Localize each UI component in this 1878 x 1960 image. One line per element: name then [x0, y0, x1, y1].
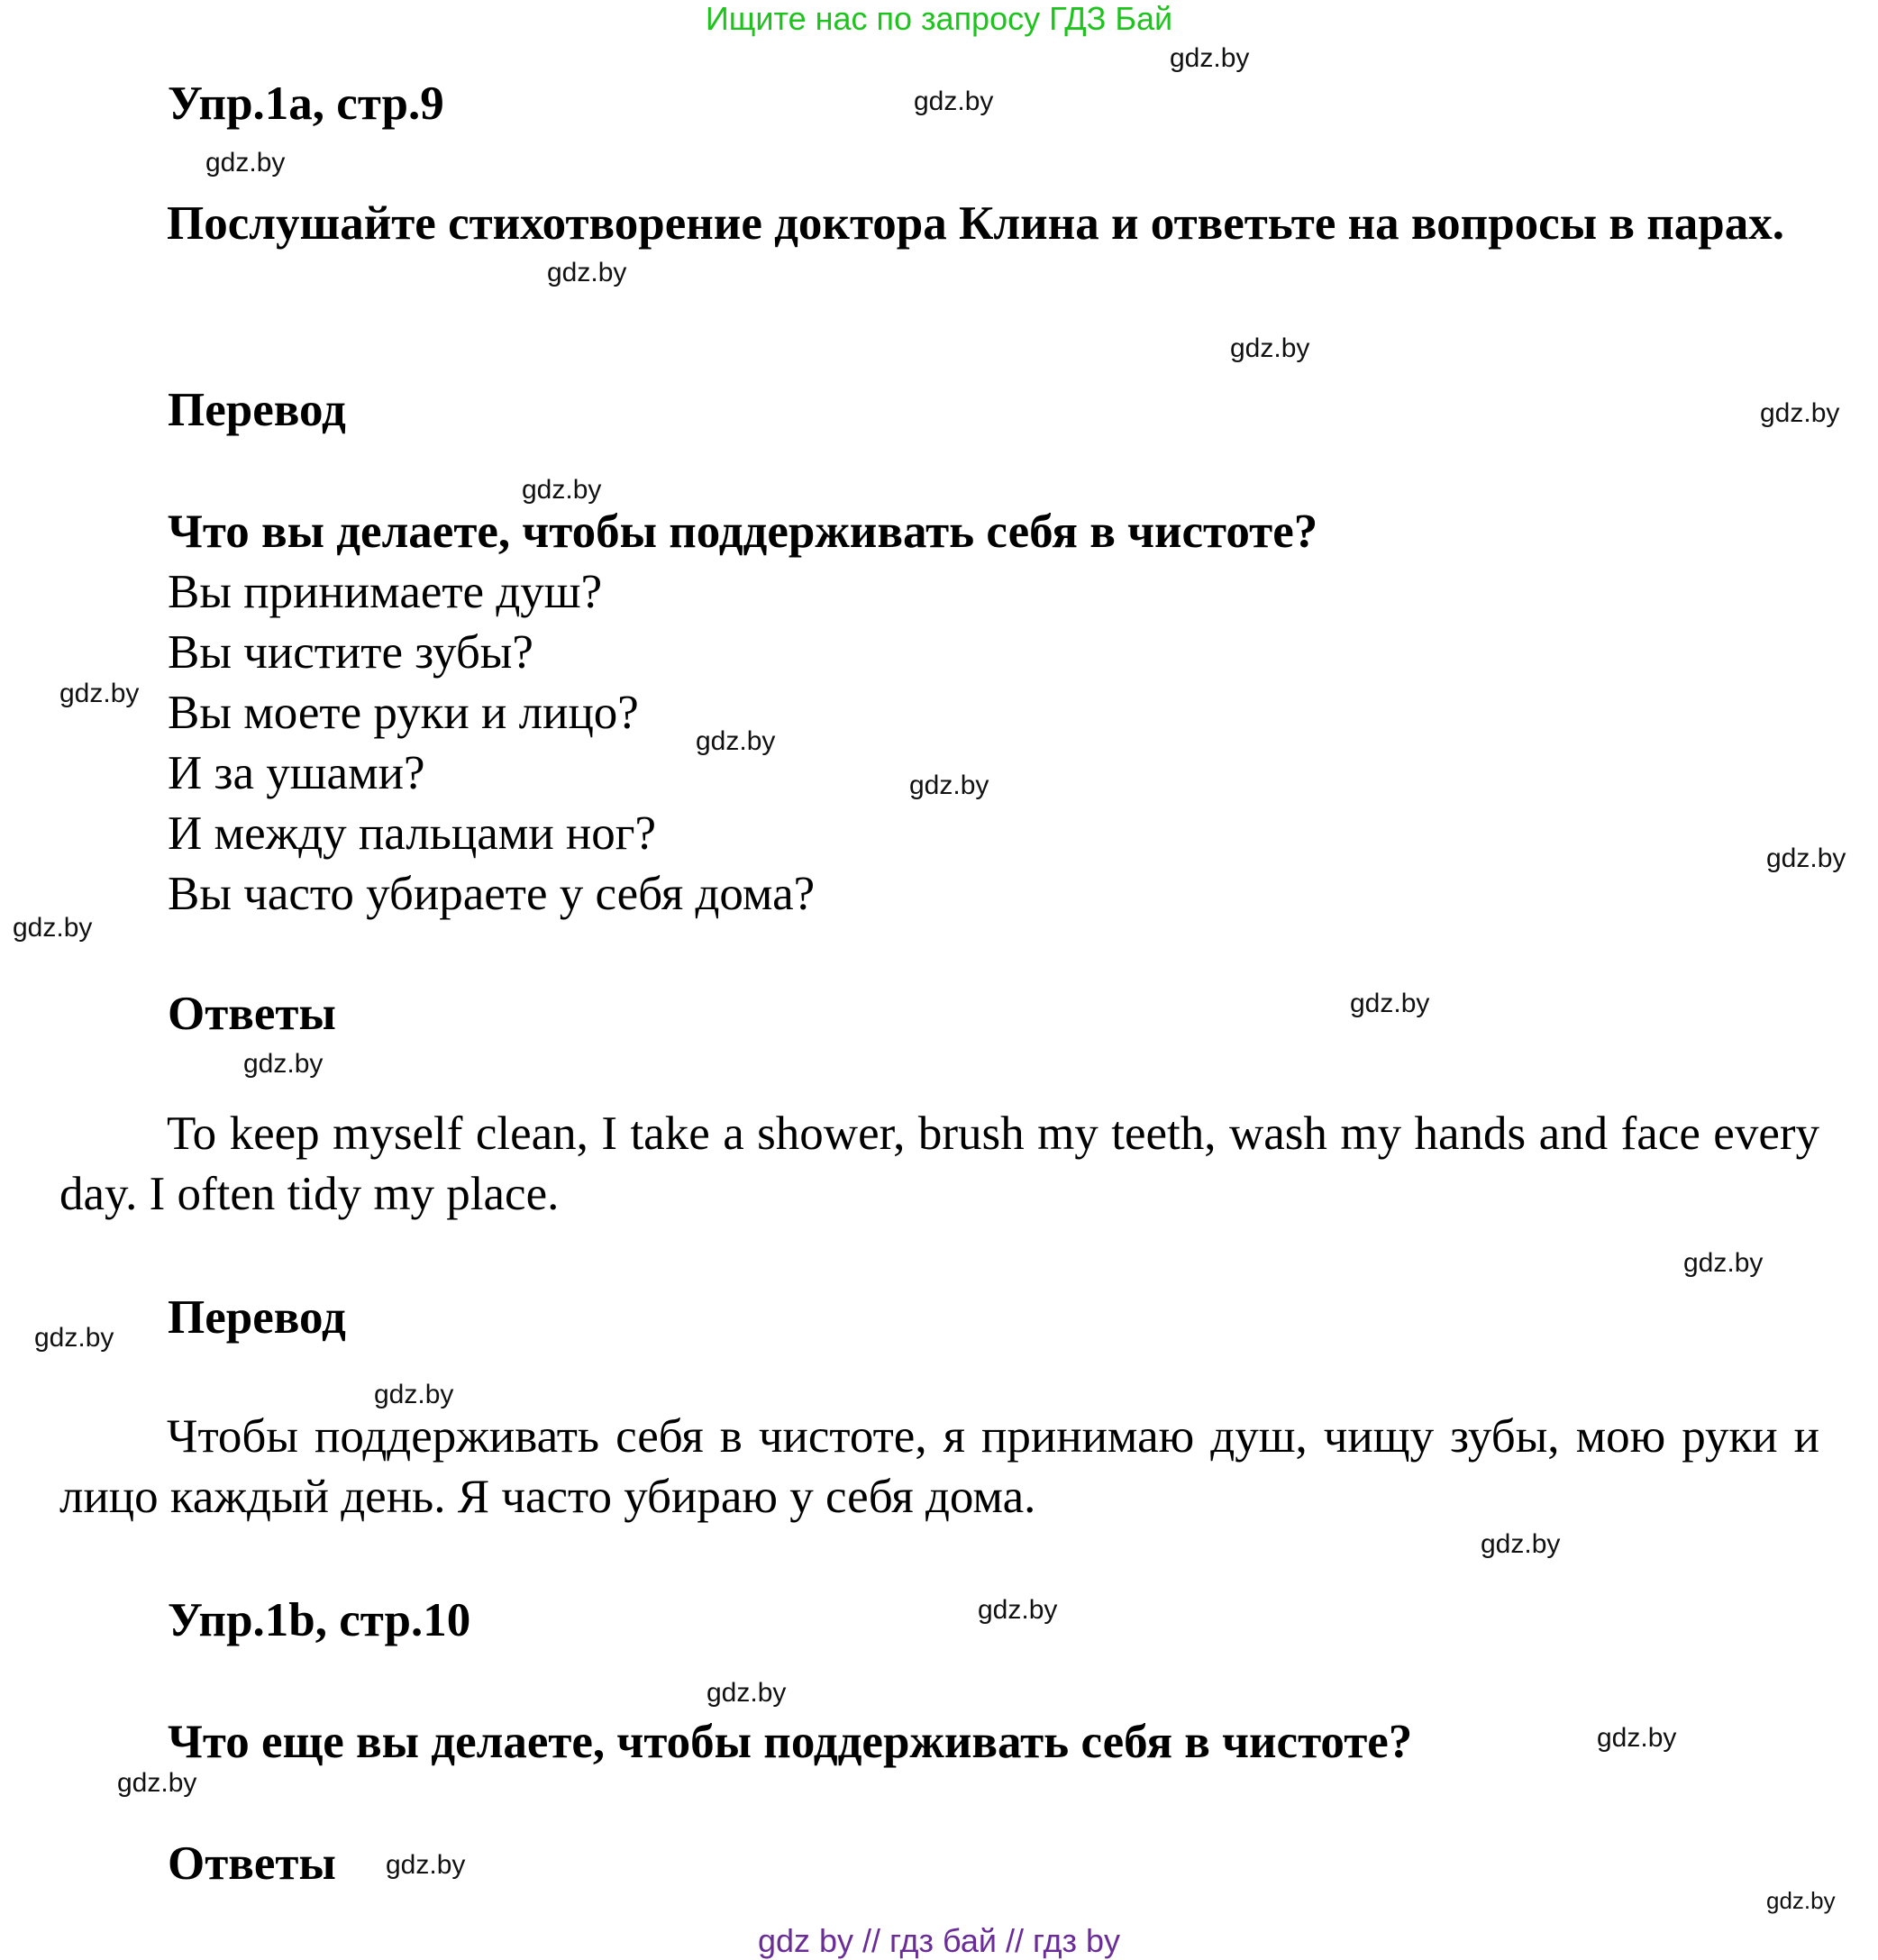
exercise-1a-task: Послушайте стихотворение доктора Клина и ответьте на вопросы в парах.	[167, 197, 1784, 250]
watermark: gdz.by	[696, 726, 776, 756]
poem-line: И за ушами?	[168, 747, 425, 799]
watermark: gdz.by	[547, 258, 627, 287]
exercise-1b-title: Упр.1b, стр.10	[168, 1594, 471, 1646]
answers-heading: Ответы	[168, 988, 336, 1040]
poem-line: Вы принимаете душ?	[168, 566, 603, 618]
footer-links: gdz by // гдз бай // гдз by	[757, 1922, 1121, 1959]
poem-title: Что вы делаете, чтобы поддерживать себя в чистоте?	[168, 506, 1318, 558]
watermark: gdz.by	[914, 87, 994, 116]
search-banner: Ищите нас по запросу ГДЗ Бай	[705, 0, 1173, 37]
exercise-1b-question: Что еще вы делаете, чтобы поддерживать себя в чистоте?	[168, 1716, 1413, 1768]
watermark: gdz.by	[1766, 1887, 1836, 1914]
watermark: gdz.by	[117, 1768, 197, 1798]
watermark: gdz.by	[34, 1323, 114, 1353]
poem-line: Вы часто убираете у себя дома?	[168, 868, 816, 920]
watermark: gdz.by	[1597, 1723, 1677, 1753]
watermark: gdz.by	[13, 913, 93, 943]
watermark: gdz.by	[59, 679, 140, 708]
watermark: gdz.by	[522, 475, 602, 505]
watermark: gdz.by	[386, 1850, 466, 1880]
translation-paragraph: Чтобы поддерживать себя в чистоте, я принимаю душ, чищу зубы, мою руки и лицо каждый день. Я часто убираю у себя дома.	[59, 1410, 1819, 1523]
watermark: gdz.by	[978, 1595, 1058, 1625]
watermark: gdz.by	[1766, 843, 1846, 873]
exercise-1a-title: Упр.1a, стр.9	[168, 77, 444, 130]
translation-heading: Перевод	[168, 384, 346, 436]
watermark: gdz.by	[243, 1049, 324, 1079]
watermark: gdz.by	[1170, 43, 1250, 73]
poem-line: Вы чистите зубы?	[168, 626, 533, 679]
watermark: gdz.by	[374, 1380, 454, 1409]
watermark: gdz.by	[1760, 398, 1840, 428]
watermark: gdz.by	[909, 770, 989, 800]
watermark: gdz.by	[1230, 333, 1310, 363]
watermark: gdz.by	[707, 1678, 787, 1708]
watermark: gdz.by	[1683, 1248, 1764, 1278]
watermark: gdz.by	[1481, 1529, 1561, 1559]
poem-line: И между пальцами ног?	[168, 807, 657, 860]
watermark: gdz.by	[205, 148, 286, 178]
poem-line: Вы моете руки и лицо?	[168, 687, 639, 739]
translation-heading-2: Перевод	[168, 1291, 346, 1344]
watermark: gdz.by	[1350, 989, 1430, 1018]
answers-heading-2: Ответы	[168, 1837, 336, 1890]
answer-paragraph: To keep myself clean, I take a shower, brush my teeth, wash my hands and face every day. I often tidy my place.	[59, 1108, 1819, 1220]
